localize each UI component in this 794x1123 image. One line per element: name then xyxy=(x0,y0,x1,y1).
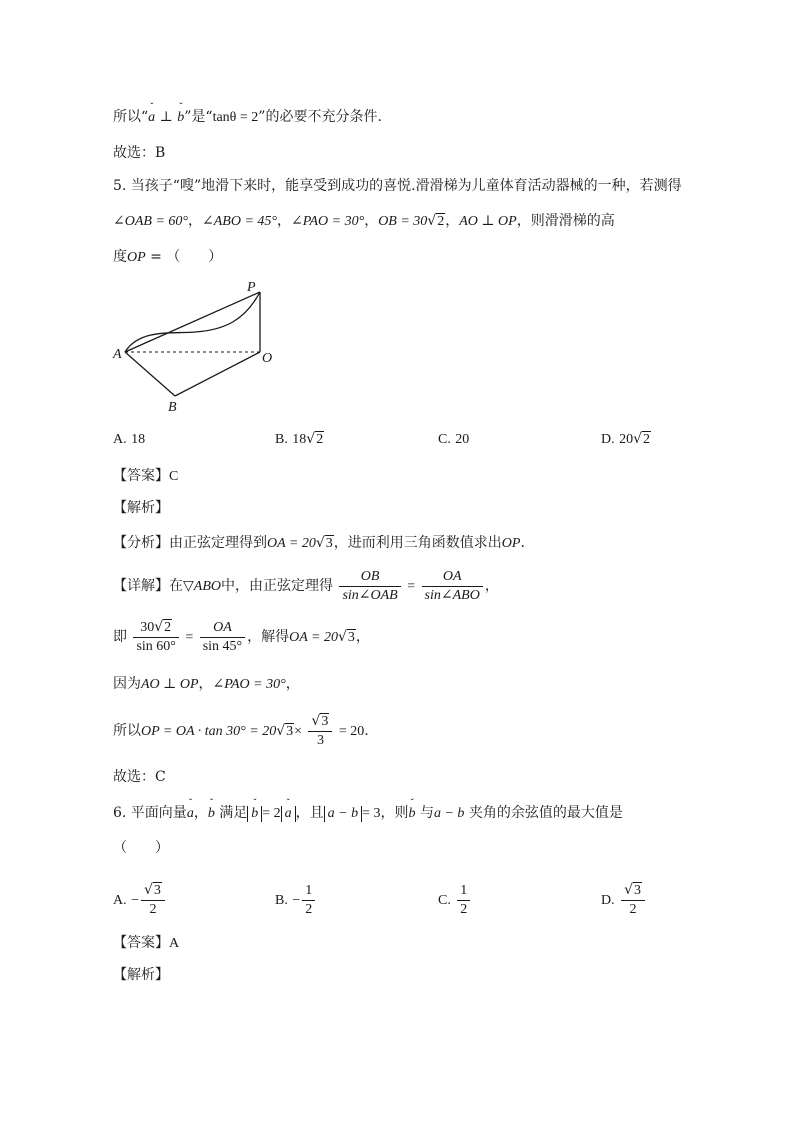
q5-analysis-tag: 【解析】 xyxy=(113,500,169,516)
prev-conclusion: 所以“ˇ a ⊥ ˇ b”是“tanθ = 2”的必要不充分条件. xyxy=(113,107,382,128)
q5-ji: 即 $\frac{30√2}{\sin 60^\circ}$ = $\frac{OA}{\sin 45^\circ}$ ，解得OA = 20√3， xyxy=(113,619,370,654)
q5-option-c[interactable]: C. 20 xyxy=(438,432,470,447)
q6-option-b[interactable]: B. − $\frac{1}{2}$ xyxy=(275,880,317,921)
tan-expression: tanθ = 2 xyxy=(212,110,259,125)
fraction-ob: $\frac{OB}{\text{sin∠OAB}}$ xyxy=(339,568,400,605)
q5-option-a[interactable]: A. 18 xyxy=(113,432,146,447)
fraction-oa: $\frac{OA}{\text{sin∠ABO}}$ xyxy=(422,568,483,605)
q6-paren: （ ） xyxy=(113,840,169,856)
q5-yinwei: 因为AO ⊥ OP，∠PAO = 30°， xyxy=(113,676,300,692)
label-o: O xyxy=(262,351,273,366)
q5-fenxi: 【分析】由正弦定理得到OA = 20√3，进而利用三角函数值求出OP. xyxy=(113,535,525,551)
edge-a-p xyxy=(125,292,260,352)
label-a: A xyxy=(113,347,122,362)
q5-answer: 【答案】C xyxy=(113,468,179,484)
q5-option-d[interactable]: D. 20√2 xyxy=(601,431,650,447)
slide-diagram xyxy=(110,278,280,418)
abs-a: ˇ a xyxy=(281,806,296,822)
abs-a-minus-b: a − b xyxy=(324,806,362,822)
q5-suoyi: 所以OP = OA · tan 30° = 20√3× $\frac{√3}{3}$ = 20. xyxy=(113,713,369,748)
q5-stem-line2: ∠OAB = 60°，∠ABO = 45°，∠PAO = 30°，OB = 30√2，AO ⊥ OP，则滑滑梯的高 xyxy=(113,213,615,229)
q6-stem-line1: 6. 平面向量ˇ a，ˇ b 满足ˇ b = 2ˇ a ，且 a − b = 3，则ˇ b 与a − b 夹角的余弦值的最大值是 xyxy=(113,803,623,824)
q6-analysis-tag: 【解析】 xyxy=(113,967,169,983)
q6-answer: 【答案】A xyxy=(113,935,180,951)
label-p: P xyxy=(247,280,256,295)
fraction-30root2: $\frac{30√2}{\sin 60^\circ}$ xyxy=(133,618,178,656)
q5-choose: 故选：C xyxy=(113,769,166,785)
q6-option-c[interactable]: C. $\frac{1}{2}$ xyxy=(438,880,472,921)
q5-stem-line1: 5. 当孩子“嗖”地滑下来时，能享受到成功的喜悦.滑滑梯为儿童体育活动器械的一种，若测得 xyxy=(113,178,682,194)
q6-option-a[interactable]: A. − $\frac{√3}{2}$ xyxy=(113,880,167,921)
q5-xiangjie: 【详解】在▽ABO中，由正弦定理得 $\frac{OB}{\text{sin∠OAB}}$ = $\frac{OA}{\text{sin∠ABO}}$ ， xyxy=(113,568,499,603)
label-b: B xyxy=(168,400,177,415)
abs-b: ˇ b xyxy=(247,806,262,822)
fraction-oa-sin45: $\frac{OA}{\sin 45^\circ}$ xyxy=(200,619,245,656)
fraction-root3-over-3: $\frac{√3}{3}$ xyxy=(308,712,332,750)
edge-b-o xyxy=(175,352,260,396)
q5-option-b[interactable]: B. 18√2 xyxy=(275,431,324,447)
q5-stem-line3: 度OP = （ ） xyxy=(113,249,223,265)
prev-choose: 故选：B xyxy=(113,145,166,161)
q6-option-d[interactable]: D. $\frac{√3}{2}$ xyxy=(601,880,647,921)
edge-a-b xyxy=(125,352,175,396)
